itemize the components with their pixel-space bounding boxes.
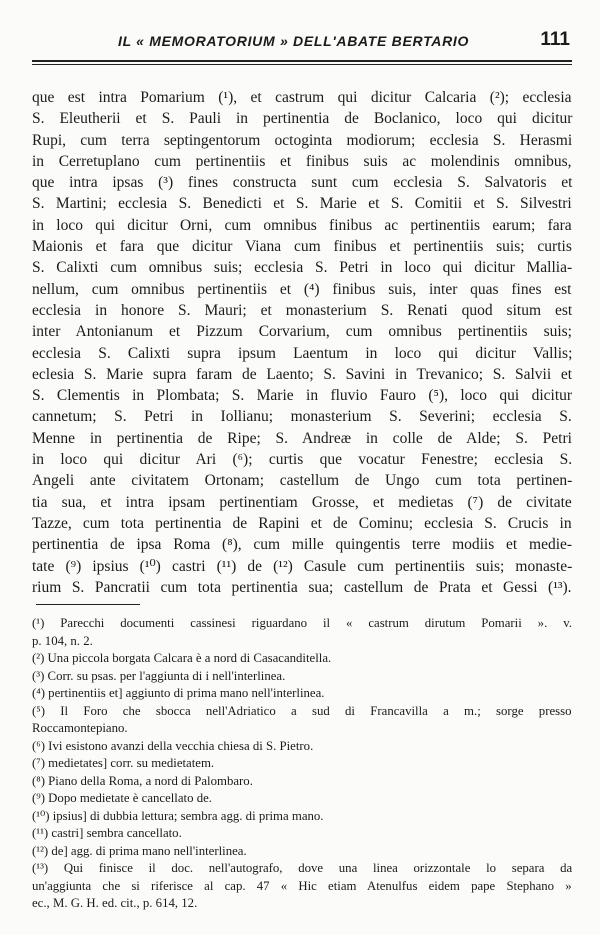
footnote-line: (¹⁰) ipsius] di dubbia lettura; sembra agg. di prima mano. [32, 808, 324, 823]
footnote-line: (⁵) Il Foro che sbocca nell'Adriatico a sud di Francavilla a m.; sorge presso [32, 703, 572, 718]
footnote-line: Roccamontepiano. [32, 721, 128, 735]
text-line: nellum, cum omnibus pertinentiis et (⁴) finibus suis, inter quas fines est [32, 280, 572, 298]
text-line: ecclesia in honore S. Mauri; et monasterium S. Renati quod situm est [32, 301, 573, 319]
text-line: eclesia S. Marie supra faram de Laento; S. Savini in Trevanico; S. Salvii et [32, 365, 573, 383]
footnote-line: (¹²) de] agg. di prima mano nell'interlinea. [32, 843, 247, 858]
main-text [32, 87, 572, 598]
text-line: S. Eleutherii et S. Pauli in pertinentia de Boclanico, loco qui dicitur [32, 110, 573, 128]
text-line: in Cerretuplano cum pertinentiis et finibus suis ac molendinis omnibus, [32, 152, 572, 170]
footnote-line: (¹) Parecchi documenti cassinesi riguardano il « castrum dirutum Pomarii ». v. [32, 616, 572, 630]
footnote-line: un'aggiunta che si riferisce al cap. 47 « Hic etiam Atenulfus eidem pape Stephano » [32, 878, 572, 893]
footnote-line: (⁷) medietates] corr. su medietatem. [32, 756, 215, 770]
text-line: Tazze, cum tota pertinentia de Rapini et de Cominu; ecclesia S. Crucis in [32, 514, 572, 532]
footnote-line: (⁶) Ivi esistono avanzi della vecchia chiesa di S. Pietro. [32, 738, 314, 753]
text-line: tate (⁹) ipsius (¹⁰) castri (¹¹) de (¹²) Casule cum pertinentiis suis; monaste- [32, 557, 573, 575]
text-line: que intra ipsas (³) fines constructa sunt cum ecclesia S. Salvatoris et [32, 174, 573, 192]
text-line: Angeli ante civitatem Ortonam; castellum de Ungo cum tota pertinen- [32, 472, 573, 490]
footnotes [32, 615, 572, 913]
running-title: IL « MEMORATORIUM » DELL'ABATE BERTARIO [118, 33, 470, 49]
text-line: S. Martini; ecclesia S. Benedicti et S. Marie et S. Comitii et S. Silvestri [32, 195, 572, 213]
header-rule-thin [32, 64, 572, 65]
page-number: 111 [540, 29, 570, 50]
footnote-line: (⁹) Dopo medietate è cancellato de. [32, 791, 212, 805]
text-line: Maionis et fara que dicitur Viana cum finibus et pertinentiis suis; curtis [32, 238, 572, 256]
footnote-line: (⁴) pertinentiis et] aggiunto di prima mano nell'interlinea. [32, 686, 325, 700]
footnote-line: p. 104, n. 2. [32, 633, 93, 648]
footnote-separator [36, 604, 140, 605]
footnote-line: ec., M. G. H. ed. cit., p. 614, 12. [32, 896, 198, 910]
footnote-line: (¹¹) castri] sembra cancellato. [32, 826, 182, 840]
footnote-line: (²) Una piccola borgata Calcara è a nord di Casacanditella. [32, 651, 332, 665]
header-rule-thick [32, 60, 572, 62]
text-line: inter Antonianum et Pizzum Corvarium, cum omnibus pertinentiis suis; [32, 323, 572, 341]
text-line: pertinentia de ipsa Roma (⁸), cum mille quingentis terre modiis et medie- [32, 536, 573, 554]
text-line: ecclesia S. Calixti supra ipsum Laentum in loco qui dicitur Vallis; [32, 344, 573, 362]
text-line: S. Clementis in Plombata; S. Marie in fluvio Fauro (⁵), loco qui dicitur [32, 387, 573, 405]
text-line: cannetum; S. Petri in Iollianu; monasterium S. Severini; ecclesia S. [32, 408, 572, 426]
running-header [32, 28, 572, 54]
footnote-line: (⁸) Piano della Roma, a nord di Palombaro. [32, 773, 253, 788]
text-line: in loco qui dicitur Ari (⁶); curtis que vocatur Fenestre; ecclesia S. [32, 451, 573, 469]
text-line: que est intra Pomarium (¹), et castrum qui dicitur Calcaria (²); ecclesia [32, 89, 572, 106]
text-line: Rupi, cum terra septingentorum octoginta modiorum; ecclesia S. Herasmi [32, 131, 573, 149]
footnote-line: (¹³) Qui finisce il doc. nell'autografo, dove una linea orizzontale lo separa da [32, 861, 573, 875]
text-line: Menne in pertinentia de Ripe; S. Andreæ in colle de Alde; S. Petri [32, 429, 572, 447]
text-line: in loco qui dicitur Orni, cum omnibus finibus ac pertinentiis earum; fara [32, 216, 572, 234]
text-line: rium S. Pancratii cum tota pertinentia sua; castellum de Prata et Gessi (¹³). [32, 578, 572, 596]
footnote-line: (³) Corr. su psas. per l'aggiunta di i nell'interlinea. [32, 668, 286, 683]
text-line: S. Calixti cum omnibus suis; ecclesia S. Petri in loco qui dicitur Mallia- [32, 259, 573, 277]
text-line: tia sua, et intra ipsam pertinentiam Grosse, et medietas (⁷) de civitate [32, 493, 572, 511]
